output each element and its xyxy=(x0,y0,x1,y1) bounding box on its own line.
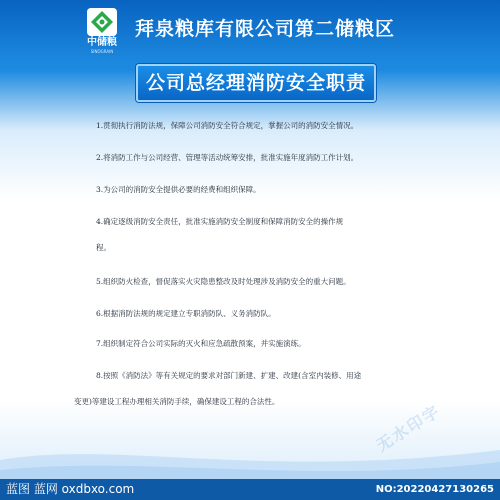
duty-text-continued: 变更)等建设工程办理相关消防手续，确保建设工程的合法性。 xyxy=(74,397,280,406)
duty-text-continued: 程。 xyxy=(96,243,111,252)
logo-sub: SINOGRAIN xyxy=(90,49,114,54)
duty-text: 6.根据消防法规的规定建立专职消防队、义务消防队。 xyxy=(96,309,276,318)
duty-text: 7.组织制定符合公司实际的灭火和应急疏散预案，并实施演练。 xyxy=(96,339,306,348)
duty-list xyxy=(74,112,422,422)
document-title-box xyxy=(136,64,376,102)
company-title: 拜泉粮库有限公司第二储粮区 xyxy=(135,18,396,40)
duty-text: 5.组织防火检查，督促落实火灾隐患整改及时处理涉及消防安全的重大问题。 xyxy=(96,277,351,286)
logo-name: 中储粮 xyxy=(87,37,117,48)
watermark-text: 无水印字 xyxy=(372,400,445,456)
footer-site-text: 蓝图 蓝网 oxdbxo.com xyxy=(6,482,135,496)
document-title: 公司总经理消防安全职责 xyxy=(145,72,366,94)
grain-logo-icon xyxy=(87,8,117,36)
duty-text: 1.贯彻执行消防法规，保障公司消防安全符合规定，掌握公司的消防安全情况。 xyxy=(96,121,359,130)
duty-item xyxy=(96,184,422,196)
duty-text: 4.确定逐级消防安全责任，批准实施消防安全制度和保障消防安全的操作规 xyxy=(96,217,344,226)
duty-text: 8.按照《消防法》等有关规定的要求对部门新建、扩建、改建(含室内装修、用途 xyxy=(96,371,362,380)
duty-item xyxy=(96,276,422,288)
duty-text: 2.将消防工作与公司经营、管理等活动统筹安排，批准实施年度消防工作计划。 xyxy=(96,153,359,162)
duty-text: 3.为公司的消防安全提供必要的经费和组织保障。 xyxy=(96,185,261,194)
duty-item xyxy=(74,370,422,408)
footer-number: NO:20220427130265 xyxy=(375,484,494,495)
duty-item xyxy=(96,216,422,254)
duty-item xyxy=(96,338,422,350)
duty-item xyxy=(96,120,422,132)
footer-bar xyxy=(0,479,500,500)
company-logo xyxy=(84,8,120,56)
duty-item xyxy=(96,308,422,320)
duty-item xyxy=(96,152,422,164)
